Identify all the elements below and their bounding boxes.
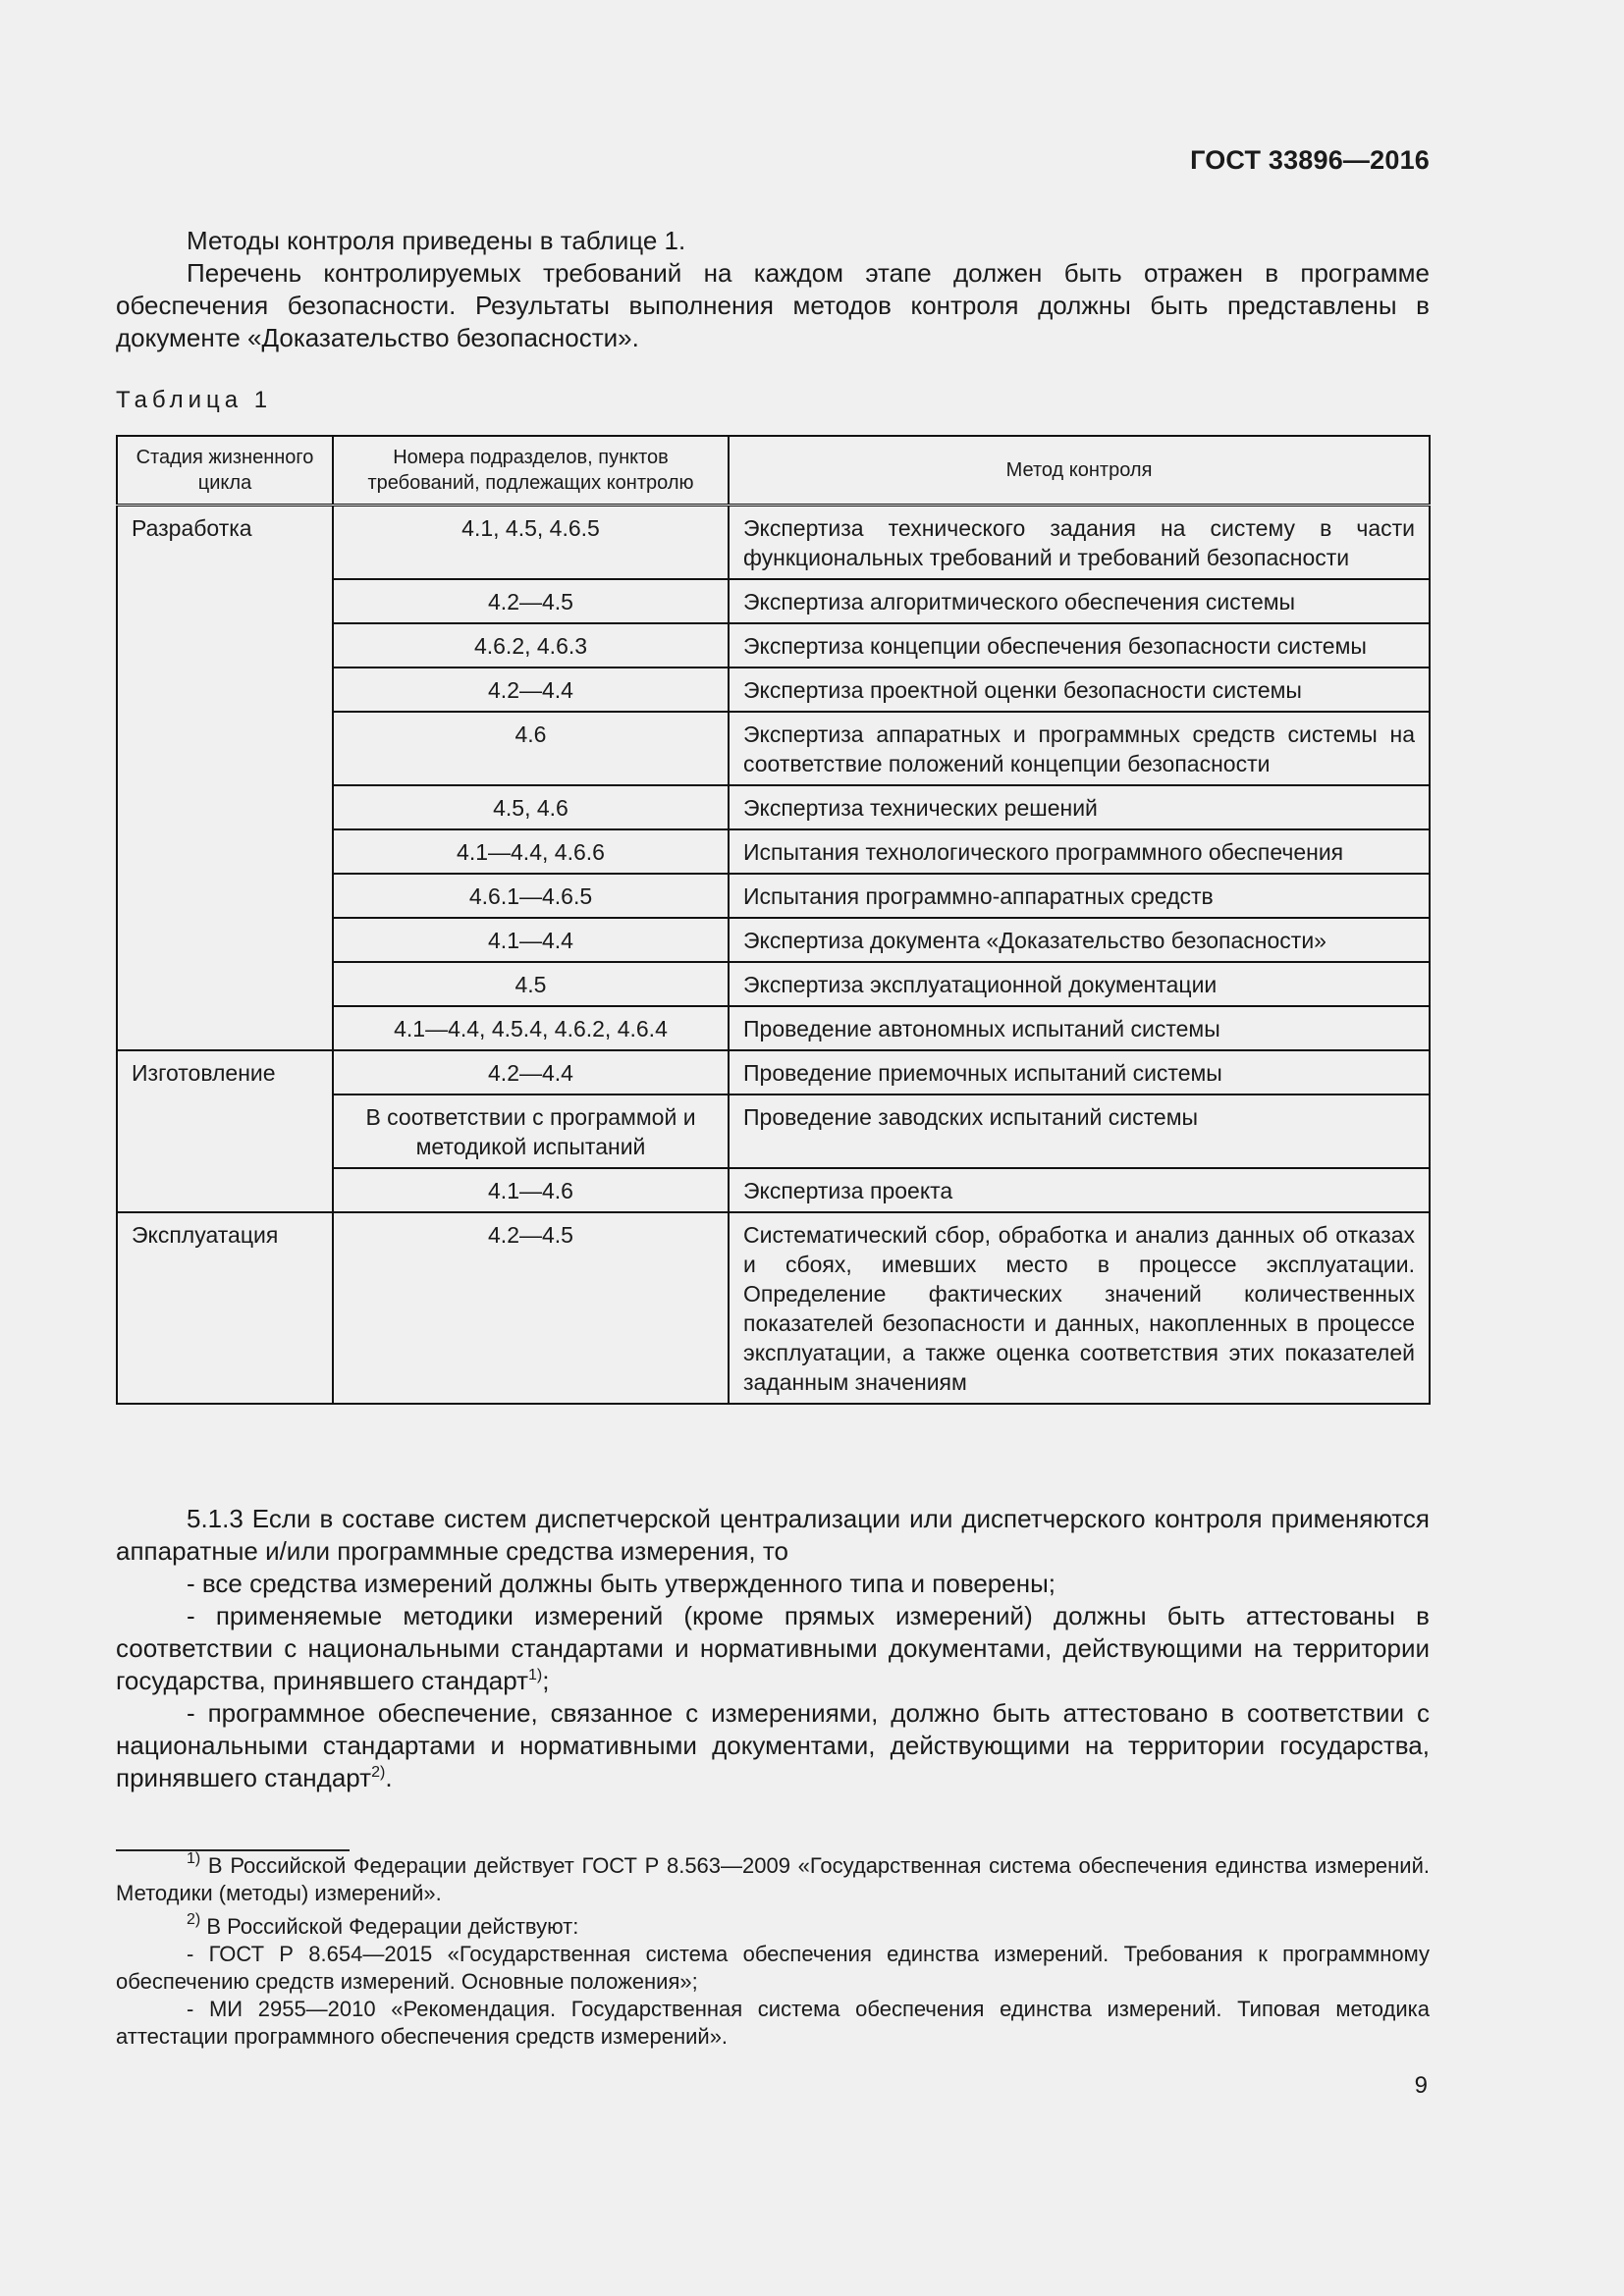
intro-paragraph-1: Методы контроля приведены в таблице 1. (187, 226, 686, 255)
footnote-ref-2[interactable]: 2) (371, 1764, 386, 1781)
items-cell: 4.1—4.4 (333, 918, 729, 962)
method-cell: Экспертиза проектной оценки безопасности системы (729, 667, 1430, 712)
table-row (117, 1050, 1430, 1095)
page-number: 9 (1414, 2072, 1428, 2099)
intro-paragraph-2: Перечень контролируемых требований на каждом этапе должен быть отражен в программе обеспечения безопасности. Результаты выполнения методов контроля должны быть представлены в документе «Доказательство безопасности». (116, 258, 1430, 352)
header-stage: Стадия жизненного цикла (117, 436, 333, 506)
clause-paragraph-4 (116, 1697, 1430, 1794)
footnote-2-item-b: - МИ 2955—2010 «Рекомендация. Государственная система обеспечения единства измерений. Типовая методика аттестации программного обеспечения средств измерений». (116, 1997, 1430, 2049)
method-cell: Экспертиза документа «Доказательство безопасности» (729, 918, 1430, 962)
items-cell: 4.1—4.4, 4.5.4, 4.6.2, 4.6.4 (333, 1006, 729, 1050)
clause-paragraph-3 (116, 1600, 1430, 1697)
table-row (117, 1212, 1430, 1404)
clause-p3-text: - применяемые методики измерений (кроме прямых измерений) должны быть аттестованы в соответствии с национальными стандартами и нормативными документами, действующими на территории государства, принявшего стандарт (116, 1601, 1430, 1695)
items-cell: 4.6.1—4.6.5 (333, 874, 729, 918)
method-cell: Испытания технологического программного обеспечения (729, 829, 1430, 874)
table-row (117, 506, 1430, 580)
items-cell: 4.2—4.4 (333, 667, 729, 712)
method-cell: Экспертиза аппаратных и программных средств системы на соответствие положений концепции безопасности (729, 712, 1430, 785)
items-cell: 4.2—4.4 (333, 1050, 729, 1095)
clause-paragraph-1: 5.1.3 Если в составе систем диспетчерской централизации или диспетчерского контроля применяются аппаратные и/или программные средства измерения, то (116, 1504, 1430, 1566)
footnote-1 (116, 1852, 1430, 1907)
method-cell: Проведение приемочных испытаний системы (729, 1050, 1430, 1095)
clause-p3-end: ; (542, 1666, 550, 1695)
stage-cell: Эксплуатация (117, 1212, 333, 1404)
footnote-ref-1[interactable]: 1) (528, 1667, 543, 1683)
method-cell: Экспертиза эксплуатационной документации (729, 962, 1430, 1006)
items-cell: 4.1, 4.5, 4.6.5 (333, 506, 729, 580)
stage-cell: Разработка (117, 506, 333, 1051)
items-cell: 4.1—4.6 (333, 1168, 729, 1212)
footnote-2-item-a: - ГОСТ Р 8.654—2015 «Государственная система обеспечения единства измерений. Требования к программному обеспечению средств измерений. Основные положения»; (116, 1942, 1430, 1994)
clause-5-1-3 (116, 1503, 1430, 1794)
header-method: Метод контроля (729, 436, 1430, 506)
footnotes (116, 1852, 1430, 2051)
footnote-divider (116, 1849, 350, 1851)
intro-text (116, 225, 1430, 354)
method-cell: Экспертиза алгоритмического обеспечения системы (729, 579, 1430, 623)
clause-p4-text: - программное обеспечение, связанное с измерениями, должно быть аттестовано в соответствии с национальными стандартами и нормативными документами, действующими на территории государства, принявшего стандарт (116, 1698, 1430, 1792)
footnote-2-text: В Российской Федерации действуют: (200, 1914, 579, 1939)
items-cell: В соответствии с программой и методикой испытаний (333, 1095, 729, 1168)
stage-cell: Изготовление (117, 1050, 333, 1212)
method-cell: Экспертиза технического задания на систему в части функциональных требований и требований безопасности (729, 506, 1430, 580)
items-cell: 4.5, 4.6 (333, 785, 729, 829)
method-cell: Экспертиза концепции обеспечения безопасности системы (729, 623, 1430, 667)
table-header-row (117, 436, 1430, 506)
footnote-1-mark: 1) (187, 1850, 201, 1867)
clause-p4-end: . (385, 1763, 393, 1792)
clause-paragraph-2: - все средства измерений должны быть утвержденного типа и поверены; (187, 1569, 1056, 1598)
header-items: Номера подразделов, пунктов требований, подлежащих контролю (333, 436, 729, 506)
items-cell: 4.5 (333, 962, 729, 1006)
items-cell: 4.2—4.5 (333, 579, 729, 623)
items-cell: 4.2—4.5 (333, 1212, 729, 1404)
footnote-2 (116, 1913, 1430, 1941)
table-caption: Таблица 1 (116, 387, 273, 413)
method-cell: Экспертиза технических решений (729, 785, 1430, 829)
method-cell: Проведение автономных испытаний системы (729, 1006, 1430, 1050)
method-cell: Экспертиза проекта (729, 1168, 1430, 1212)
document-id: ГОСТ 33896—2016 (1190, 145, 1430, 175)
method-cell: Систематический сбор, обработка и анализ данных об отказах и сбоях, имевших место в процессе эксплуатации. Определение фактических значений количественных показателей безопасности и данных, накопленных в процессе эксплуатации, а также оценка соответствия этих показателей заданным значениям (729, 1212, 1430, 1404)
method-cell: Испытания программно-аппаратных средств (729, 874, 1430, 918)
table-body (117, 506, 1430, 1405)
footnote-2-mark: 2) (187, 1911, 201, 1928)
footnote-1-text: В Российской Федерации действует ГОСТ Р 8.563—2009 «Государственная система обеспечения единства измерений. Методики (методы) измерений». (116, 1853, 1430, 1905)
items-cell: 4.6 (333, 712, 729, 785)
method-cell: Проведение заводских испытаний системы (729, 1095, 1430, 1168)
items-cell: 4.1—4.4, 4.6.6 (333, 829, 729, 874)
control-methods-table (116, 435, 1431, 1405)
items-cell: 4.6.2, 4.6.3 (333, 623, 729, 667)
